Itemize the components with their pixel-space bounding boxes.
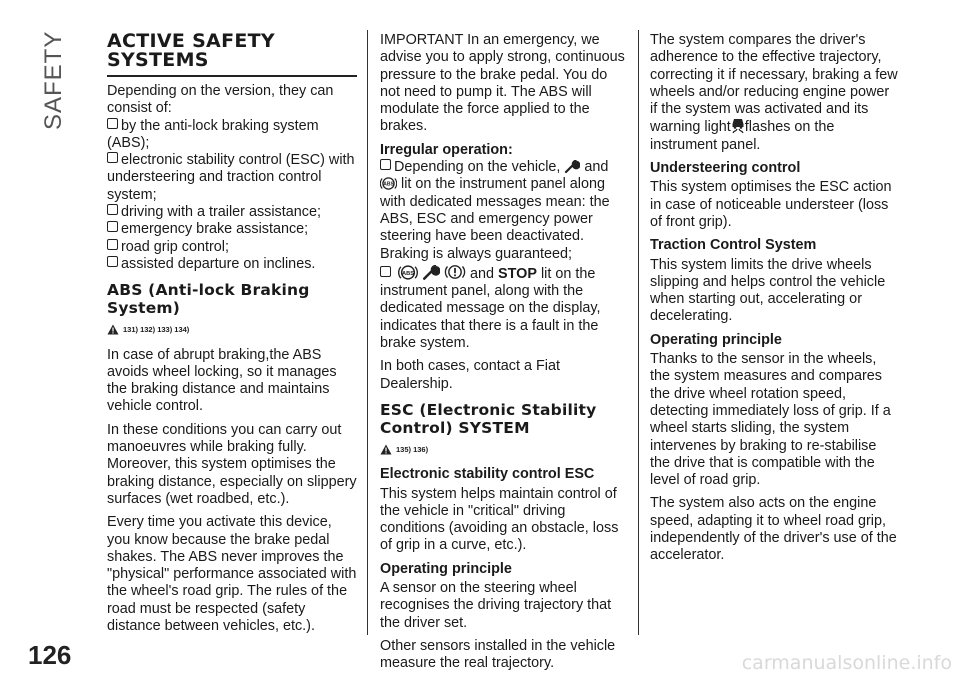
traction-control-heading: Traction Control System — [650, 237, 817, 254]
abs-heading: ABS (Anti-lock Braking System) — [107, 281, 310, 318]
list-item: driving with a trailer assistance; — [107, 204, 357, 221]
watermark: carmanualsonline.info — [741, 652, 952, 674]
column-divider — [367, 30, 368, 635]
paragraph: In case of abrupt braking,the ABS avoids wheel locking, so it manages the braking distance and maintains vehicle control. — [107, 346, 337, 415]
svg-text:ABS: ABS — [402, 270, 414, 277]
checkbox-bullet-icon — [107, 221, 118, 232]
wrench-icon — [564, 160, 580, 174]
stop-label: STOP — [498, 265, 537, 282]
checkbox-bullet-icon — [107, 239, 118, 250]
list-item: electronic stability control (ESC) with understeering and traction control system; — [107, 152, 355, 203]
intro-text: Depending on the version, they can consist of: — [107, 83, 334, 117]
checkbox-bullet-icon — [107, 204, 118, 215]
checkbox-bullet-icon — [107, 118, 118, 129]
section-side-label-text: SAFETY — [40, 30, 67, 130]
list-item: ABS and STOP lit on the instrument panel, along with the dedicated message on the display, indicates that there is a fault in the brake system. — [380, 263, 630, 352]
operating-principle-heading: Operating principle — [650, 331, 782, 348]
column-1 — [107, 32, 357, 641]
paragraph: Other sensors installed in the vehicle measure the real trajectory. — [380, 637, 616, 672]
paragraph: This system limits the drive wheels slipping and helps control the vehicle when starting out, accelerating or decelerating. — [650, 256, 886, 325]
list-item: road grip control; — [107, 239, 357, 256]
warning-triangle-icon — [107, 324, 119, 335]
wrench-icon — [422, 265, 440, 281]
list-item: by the anti-lock braking system (ABS); — [107, 117, 319, 151]
section-title: ACTIVE SAFETY SYSTEMS — [107, 32, 357, 77]
paragraph: A sensor on the steering wheel recognises the driving trajectory that the driver set. — [380, 580, 612, 631]
brake-warning-icon — [444, 263, 466, 281]
list-item: assisted departure on inclines. — [107, 256, 357, 273]
paragraph: In both cases, contact a Fiat Dealership. — [380, 358, 560, 392]
paragraph: The system compares the driver's adherence to the effective trajectory, correcting it if necessary, braking a few wheels and/or reducing engine power if the system was activated and its warning light flashes on the instrument panel. — [650, 32, 898, 153]
list-item: Depending on the vehicle, and — [380, 159, 630, 176]
checkbox-bullet-icon — [107, 152, 118, 163]
column-2 — [380, 32, 630, 679]
paragraph: Thanks to the sensor in the wheels, the system measures and compares the drive wheel rotation speed, detecting immediately loss of grip. If a wheel starts sliding, the system intervenes by braking to re-stabilise the drive that is compatible with the level of road grip. — [650, 351, 891, 489]
paragraph-important: IMPORTANT In an emergency, we advise you to apply strong, continuous pressure to the brake pedal. You do not need to pump it. The ABS will modulate the force applied to the brakes. — [380, 32, 625, 135]
svg-text:ABS: ABS — [383, 181, 394, 188]
abs-warning-icon — [380, 176, 397, 191]
esc-subheading: Electronic stability control ESC — [380, 466, 595, 483]
paragraph: This system helps maintain control of the vehicle in "critical" driving conditions (avoiding an obstacle, loss of grip in a curve, etc.). — [380, 485, 619, 554]
esc-skid-car-icon — [731, 118, 745, 134]
column-3 — [650, 32, 900, 571]
paragraph: The system also acts on the engine speed, adapting it to wheel road grip, independently of the driver's use of the accelerator. — [650, 495, 897, 564]
abs-warning-icon — [398, 264, 418, 281]
irregular-operation-heading: Irregular operation: — [380, 141, 513, 158]
column-divider — [638, 30, 639, 635]
checkbox-bullet-icon — [380, 266, 391, 277]
understeering-heading: Understeering control — [650, 160, 801, 177]
checkbox-bullet-icon — [380, 159, 391, 170]
esc-heading: ESC (Electronic Stability Control) SYSTEM — [380, 400, 597, 437]
list-item: emergency brake assistance; — [107, 221, 357, 238]
warning-triangle-icon — [380, 444, 392, 455]
paragraph: Every time you activate this device, you know because the brake pedal shakes. The ABS never improves the "physical" performance associated with the wheel's road grip. The rules of the road must be respected (safety distance between vehicles, etc.). — [107, 514, 357, 635]
section-side-label — [40, 30, 70, 160]
paragraph: In these conditions you can carry out manoeuvres while braking fully. Moreover, this system optimises the braking distance, especially on slippery surfaces (wet roadbed, etc.). — [107, 421, 357, 507]
operating-principle-heading: Operating principle — [380, 560, 512, 577]
page-number: 126 — [28, 640, 72, 670]
warning-references: 131) 132) 133) 134) — [107, 321, 357, 338]
list-item-continued: ABS lit on the instrument panel along with dedicated messages mean: the ABS, ESC and emergency power steering have been deactivated. Braking is always guaranteed; — [380, 176, 610, 262]
checkbox-bullet-icon — [107, 256, 118, 267]
warning-references: 135) 136) — [380, 441, 630, 458]
paragraph: This system optimises the ESC action in case of noticeable understeer (loss of front grip). — [650, 179, 892, 230]
